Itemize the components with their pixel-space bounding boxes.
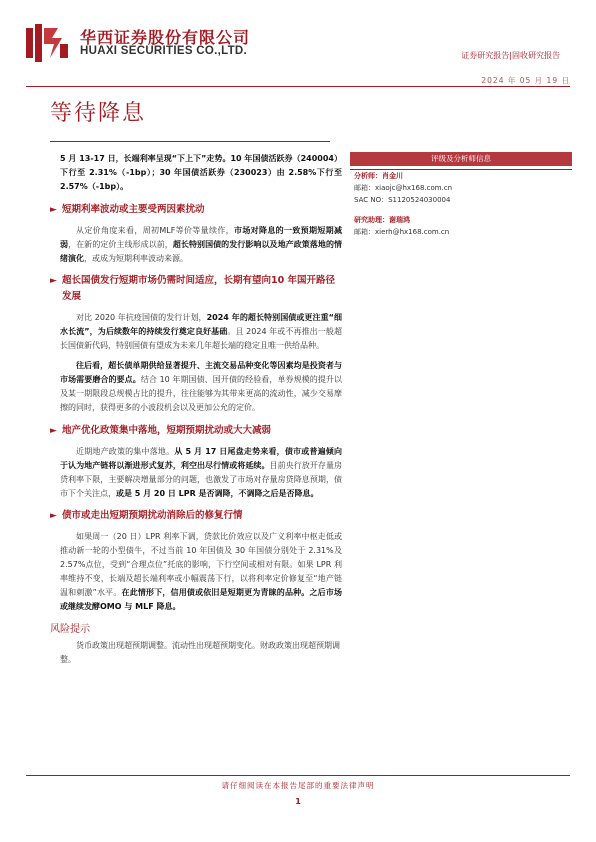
risk-section [50, 620, 342, 667]
section-heading: ► 债市或走出短期预期扰动消除后的修复行情 [50, 508, 342, 524]
risk-title: 风险提示 [50, 623, 90, 635]
section-heading: ► 短期利率波动或主要受两因素扰动 [50, 202, 342, 218]
triangle-bullet-icon: ► [50, 425, 57, 436]
analyst-email[interactable]: xiaojc@hx168.com.cn [375, 184, 453, 192]
section-heading: ► 地产优化政策集中落地，短期预期扰动或大大减弱 [50, 423, 342, 439]
analyst-email-row: 邮箱：xiaojc@hx168.com.cn [354, 184, 453, 192]
assistant-row: 研究助理：谢瑞鸿 [354, 216, 410, 224]
section-paragraph: 对比 2020 年抗疫国债的发行计划，2024 年的超长特别国债或更注重“细水长流”，为后续数年的持续发行奠定良好基础。且 2024 年或不再推出一般超长国债新代码，特别国债有望成为未来几年超长端的稳定且唯一供给品种。 [60, 313, 342, 351]
section-paragraph: 近期地产政策的集中落地。从 5 月 17 日尾盘走势来看，债市或普遍倾向于认为地产链将以渐进形式复苏，利空出尽行情或将延续。目前央行放开存量房贷利率下限，主要解决增量部分的问题，也激发了市场对存量房贷降息预期，债市下个关注点，或是 5 月 20 日 LPR 是否调降，不调降之后是否降息。 [60, 446, 343, 498]
analyst-row: 分析师：肖金川 [354, 172, 403, 180]
section-1 [50, 202, 343, 266]
huaxi-logo-icon [26, 24, 70, 62]
section-paragraph: 往后看，超长债单期供给显著提升、主流交易品种变化等因素均是投资者与市场需要磨合的要点。结合 10 年期国债、国开债的经验看，单券规模的提升以及某一期限段总规模占比的提升，往往能够为其带来更高的流动性，减少交易摩擦的同时，获得更多的小波段机会以及更加公允的定价。 [60, 361, 343, 412]
legal-notice[interactable]: 请仔细阅读在本报告尾部的重要法律声明 [221, 781, 375, 790]
triangle-bullet-icon: ► [50, 204, 57, 215]
risk-text: 货币政策出现超预期调整。流动性出现超预期变化。财政政策出现超预期调整。 [60, 640, 340, 664]
analyst-info [354, 170, 569, 238]
triangle-bullet-icon: ► [50, 511, 57, 522]
title-underline [50, 141, 330, 142]
triangle-bullet-icon: ► [50, 276, 57, 287]
assistant-name: 谢瑞鸿 [389, 216, 410, 224]
assistant-email[interactable]: xierh@hx168.com.cn [375, 228, 450, 236]
report-type: 证券研究报告|固收研究报告 [461, 51, 560, 60]
company-name-en: HUAXI SECURITIES CO.,LTD. [80, 45, 248, 57]
assistant-email-row: 邮箱：xierh@hx168.com.cn [354, 228, 450, 236]
analyst-sac: S1120524030004 [388, 196, 451, 204]
section-paragraph: 如果周一（20 日）LPR 利率下调，贷款比价效应以及广义利率中枢走低或推动新一轮的小型债牛，不过当前 10 年国债及 30 年国债分别处于 2.31%及 2.57%点位，受到“合理点位”托底的影响，下行空间或相对有限。如果 LPR 利率维持不变，长端及超长端利率或小幅震荡下行，以将利率定价修复至“地产链温和刺激”水平。在此情形下，信用债或依旧是短期更为青睐的品种。之后市场或继续发酵OMO 与 MLF 降息。 [60, 532, 342, 611]
report-date: 2024 年 05 月 19 日 [481, 76, 570, 85]
section-4 [50, 508, 342, 613]
analyst-name: 肖金川 [382, 172, 403, 180]
section-paragraph: 从定价角度来看，周初MLF等价等量续作，市场对降息的一致预期短期减弱，在新的定价主线形成以前，超长特别国债的发行影响以及地产政策落地的情绪演化，或成为短期利率波动来源。 [60, 225, 343, 263]
intro-paragraph: 5 月 13-17 日，长端利率呈现“下上下”走势。10 年国债活跃券（240004）下行至 2.31%（-1bp）；30 年国债活跃券（230023）由 2.58%下行至 2.57%（-1bp）。 [60, 154, 342, 191]
section-3 [50, 423, 343, 501]
sidebar-header: 评级及分析师信息 [350, 152, 572, 166]
section-heading: ► 超长国债发行短期市场仍需时间适应，长期有望向10 年国开路径发展 [50, 275, 336, 303]
main-content [50, 152, 343, 667]
company-name-cn: 华西证券股份有限公司 [80, 28, 251, 47]
footer-divider [26, 775, 570, 776]
page-number: 1 [295, 797, 301, 806]
report-title: 等待降息 [50, 101, 147, 126]
analyst-sac-row: SAC NO：S1120524030004 [354, 196, 451, 204]
section-2 [50, 273, 343, 414]
